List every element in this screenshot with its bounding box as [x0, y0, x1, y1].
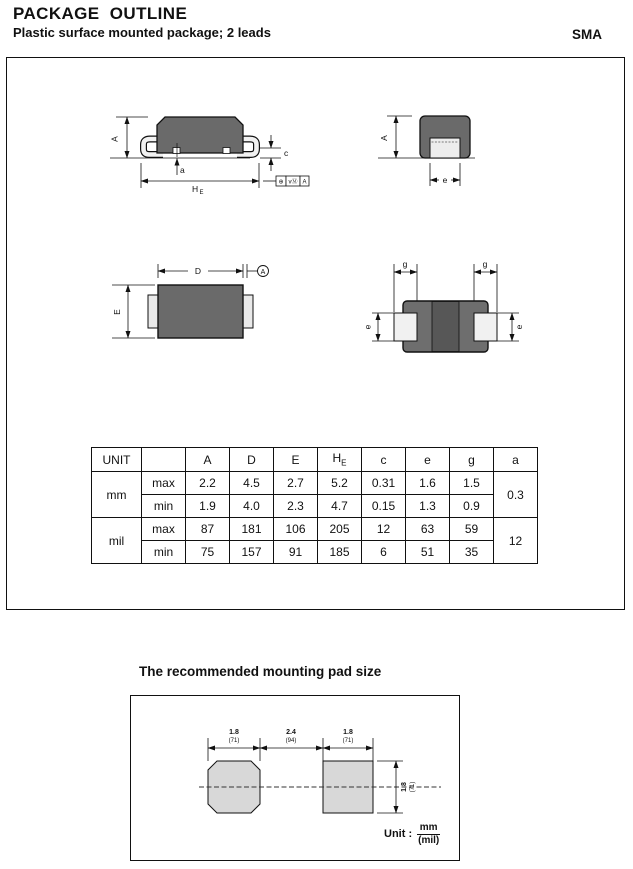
dim-mil: (71)	[228, 738, 240, 744]
datum-A-label: A	[260, 268, 266, 276]
cell: 75	[186, 541, 230, 564]
unit-mm: mm	[92, 472, 142, 518]
col-header-a: a	[494, 448, 538, 472]
cell: 91	[274, 541, 318, 564]
col-header-E: E	[274, 448, 318, 472]
unit-mm: mm	[419, 822, 438, 833]
dim-HE	[141, 163, 259, 196]
unit-header: UNIT	[92, 448, 142, 472]
col-header-g: g	[450, 448, 494, 472]
col-header-A: A	[186, 448, 230, 472]
package-body	[158, 285, 243, 338]
dim-E-label: E	[112, 309, 122, 315]
cell: 1.3	[406, 495, 450, 518]
table-row-mm-min	[92, 495, 538, 518]
dim-A-label: A	[379, 135, 389, 141]
dim-mil: (71)	[410, 781, 416, 793]
cell: 157	[230, 541, 274, 564]
cell: 0.31	[362, 472, 406, 495]
dim-e-label: e	[362, 324, 373, 330]
cell: 2.7	[274, 472, 318, 495]
feature-control-frame	[263, 176, 309, 186]
top-view-diagram	[100, 255, 290, 355]
body-notch-left	[173, 148, 180, 154]
cell: 12	[362, 518, 406, 541]
dim-mm: 1.8	[229, 729, 239, 736]
cell: 1.6	[406, 472, 450, 495]
col-header-c: c	[362, 448, 406, 472]
cell: 185	[318, 541, 362, 564]
col-header-e: e	[406, 448, 450, 472]
dim-D	[158, 264, 243, 278]
cell: 205	[318, 518, 362, 541]
cell: 2.3	[274, 495, 318, 518]
datum-A	[247, 264, 269, 278]
cell: 1.9	[186, 495, 230, 518]
dim-mm: 2.4	[286, 729, 296, 736]
dim-A-label: A	[109, 136, 120, 142]
table-header-row	[92, 448, 538, 472]
fcf-position-icon: ⊕	[278, 179, 284, 186]
page-subtitle: Plastic surface mounted package; 2 leads	[13, 25, 271, 40]
unit-mil: mil	[92, 518, 142, 564]
dim-e-label: e	[514, 324, 524, 330]
dim-HE-sub: E	[199, 190, 204, 196]
package-name: SMA	[572, 27, 602, 42]
dim-mil: (71)	[342, 738, 354, 744]
body-notch-right	[223, 148, 230, 154]
dim-g-label: g	[402, 259, 408, 269]
col-header-HE: $H_E$	[318, 448, 362, 472]
left-lead	[148, 295, 158, 328]
cell: 2.2	[186, 472, 230, 495]
cell: 181	[230, 518, 274, 541]
dim-A	[379, 116, 412, 158]
dim-mm: 1.8	[401, 782, 408, 792]
cell: 0.15	[362, 495, 406, 518]
cell: 106	[274, 518, 318, 541]
row-label-min: min	[142, 541, 186, 564]
unit-label: Unit :	[384, 828, 413, 840]
unit-mil: (mil)	[418, 834, 440, 846]
cell: 51	[406, 541, 450, 564]
row-label-max: max	[142, 472, 186, 495]
dim-mil: (94)	[285, 738, 297, 744]
cell: 63	[406, 518, 450, 541]
dim-left-pad-width	[208, 729, 260, 761]
row-label-min: min	[142, 495, 186, 518]
dim-c	[260, 135, 289, 171]
dim-HE-label: H	[192, 184, 199, 194]
lead-pad	[430, 138, 460, 158]
right-lead	[243, 295, 253, 328]
pad-diagram-box	[130, 695, 460, 861]
dim-right-pad-width	[323, 729, 373, 761]
table-row-mil-min	[92, 541, 538, 564]
dim-mm: 1.8	[343, 729, 353, 736]
blank-header	[142, 448, 186, 472]
cell: 87	[186, 518, 230, 541]
unit-fraction	[417, 822, 440, 846]
cell: 4.7	[318, 495, 362, 518]
fcf-tolerance: vⓂ	[288, 179, 298, 186]
cell: 4.5	[230, 472, 274, 495]
dim-pad-gap	[260, 729, 323, 761]
cell: 6	[362, 541, 406, 564]
fcf-datum: A	[302, 179, 307, 186]
end-view-diagram	[360, 95, 490, 215]
cell: 1.5	[450, 472, 494, 495]
cell: 4.0	[230, 495, 274, 518]
cell-mm-a: 0.3	[494, 472, 538, 518]
dim-e-left	[363, 313, 395, 341]
side-view-diagram	[100, 95, 330, 215]
dim-e-label: e	[442, 175, 448, 185]
cell: 5.2	[318, 472, 362, 495]
dim-D-label: D	[194, 266, 202, 276]
right-pad	[474, 313, 497, 341]
unit-note	[384, 822, 440, 846]
dim-c-label: c	[284, 148, 289, 158]
left-pad	[394, 313, 417, 341]
dim-g-label: g	[482, 259, 488, 269]
col-header-D: D	[230, 448, 274, 472]
dim-e-right	[497, 313, 524, 341]
pad-section-title: The recommended mounting pad size	[139, 664, 382, 679]
row-label-max: max	[142, 518, 186, 541]
cell-mil-a: 12	[494, 518, 538, 564]
bottom-view-diagram	[360, 250, 530, 360]
cell: 35	[450, 541, 494, 564]
dim-e	[430, 163, 460, 186]
table-row-mil-max	[92, 518, 538, 541]
dimensions-table	[91, 447, 538, 564]
dim-a-label: a	[180, 165, 185, 175]
table-row-mm-max	[92, 472, 538, 495]
cell: 59	[450, 518, 494, 541]
cell: 0.9	[450, 495, 494, 518]
page-title: PACKAGE OUTLINE	[13, 4, 188, 23]
body-center-section	[432, 302, 459, 352]
